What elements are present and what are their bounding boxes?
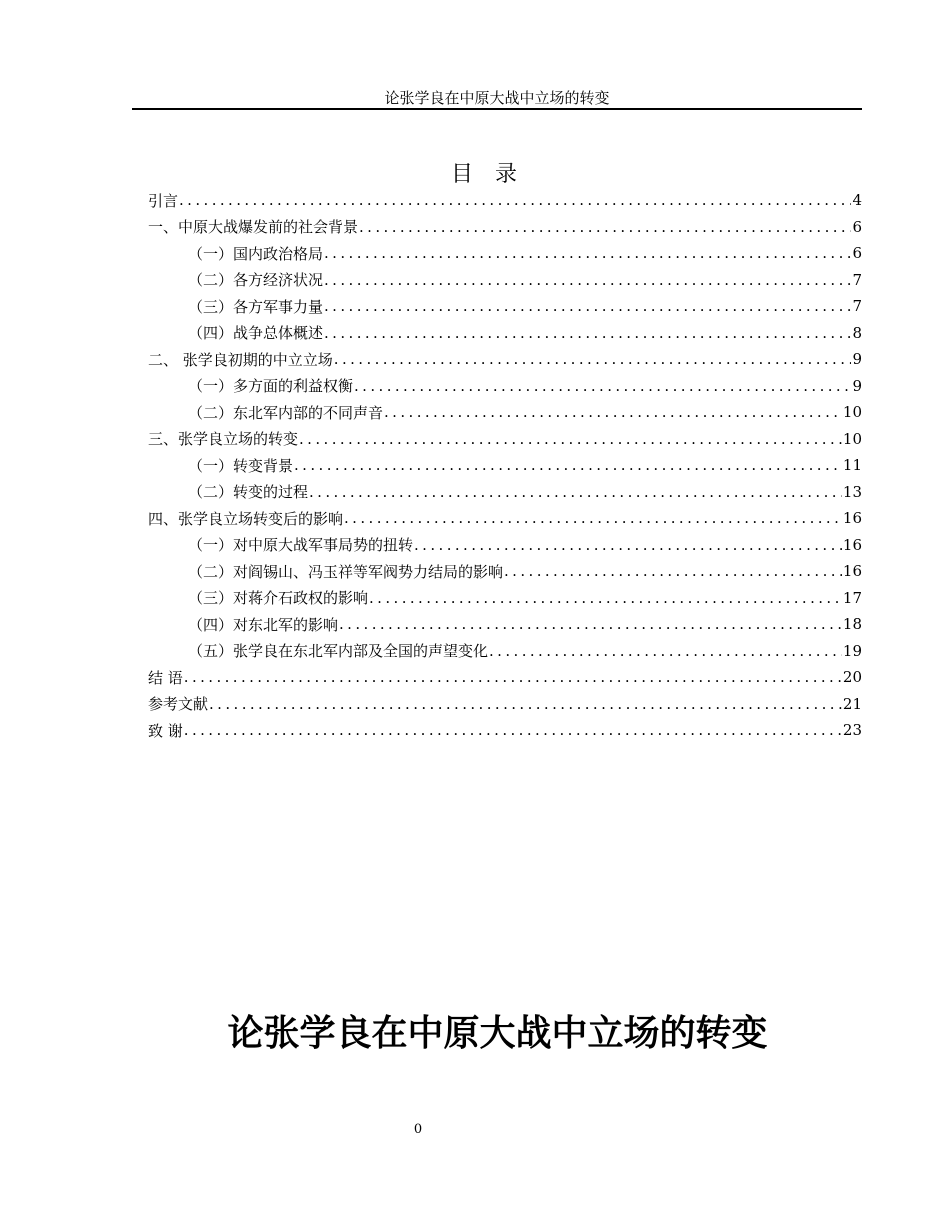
toc-entry[interactable]	[148, 717, 862, 744]
toc-leader-dots	[414, 536, 842, 554]
toc-entry-page: 11	[842, 456, 862, 475]
toc-leader-dots	[324, 324, 851, 342]
toc-entry-page: 4	[852, 191, 862, 210]
toc-entry-page: 23	[842, 721, 862, 740]
toc-leader-dots	[209, 695, 842, 713]
thesis-title: 论张学良在中原大战中立场的转变	[227, 1013, 768, 1054]
toc-entry[interactable]	[148, 452, 862, 479]
toc-entry-label: 结 语	[148, 668, 183, 687]
toc-entry-label: （五）张学良在东北军内部及全国的声望变化	[188, 642, 489, 661]
toc-entry-page: 9	[852, 376, 862, 395]
toc-entry-page: 18	[842, 615, 862, 634]
toc-entry[interactable]	[148, 532, 862, 559]
toc-leader-dots	[339, 615, 842, 633]
toc-entry-label: （一）转变背景	[188, 456, 294, 475]
toc-entry-page: 17	[842, 588, 862, 607]
toc-leader-dots	[504, 562, 842, 580]
toc-entry-label: （二）各方经济状况	[188, 271, 324, 290]
toc-entry[interactable]	[148, 585, 862, 612]
toc-entry-label: 四、张学良立场转变后的影响	[148, 509, 344, 528]
toc-entry-label: （三）对蒋介石政权的影响	[188, 589, 369, 608]
toc-entry-page: 10	[842, 429, 862, 448]
toc-leader-dots	[294, 456, 842, 474]
toc-entry[interactable]	[148, 320, 862, 347]
toc-entry-label: 致 谢	[148, 721, 183, 740]
toc-leader-dots	[299, 430, 842, 448]
toc-entry[interactable]	[148, 214, 862, 241]
toc-entry[interactable]	[148, 638, 862, 665]
toc-entry-page: 9	[852, 350, 862, 369]
toc-leader-dots	[359, 218, 851, 236]
toc-leader-dots	[184, 668, 842, 686]
toc-entry-page: 16	[842, 509, 862, 528]
toc-entry-page: 16	[842, 535, 862, 554]
toc-entry-label: （二）东北军内部的不同声音	[188, 403, 384, 422]
toc-leader-dots	[384, 403, 842, 421]
toc-entry-page: 8	[852, 323, 862, 342]
toc-entry-page: 6	[852, 217, 862, 236]
toc-entry[interactable]	[148, 346, 862, 373]
toc-entry-label: （一）多方面的利益权衡	[188, 377, 354, 396]
toc-entry-label: （四）战争总体概述	[188, 324, 324, 343]
toc-entry-label: 引言	[148, 191, 179, 210]
toc-entry-label: （三）各方军事力量	[188, 297, 324, 316]
toc-entry-label: （一）国内政治格局	[188, 244, 324, 263]
toc-entry-label: （一）对中原大战军事局势的扭转	[188, 536, 414, 555]
toc-entry-page: 21	[842, 694, 862, 713]
toc-entry[interactable]	[148, 558, 862, 585]
toc-leader-dots	[334, 350, 852, 368]
page-number: 0	[413, 1122, 423, 1137]
toc-entry-label: （二）对阎锡山、冯玉祥等军阀势力结局的影响	[188, 562, 504, 581]
toc-entry-page: 13	[842, 482, 862, 501]
toc-entry[interactable]	[148, 479, 862, 506]
toc-leader-dots	[324, 271, 851, 289]
toc-leader-dots	[309, 483, 842, 501]
toc-entry-page: 10	[842, 403, 862, 422]
toc-entry[interactable]	[148, 611, 862, 638]
toc-entry-page: 7	[852, 297, 862, 316]
toc-entry[interactable]	[148, 240, 862, 267]
toc-leader-dots	[489, 642, 842, 660]
toc-leader-dots	[179, 191, 851, 209]
toc-entry[interactable]	[148, 505, 862, 532]
toc-leader-dots	[344, 509, 842, 527]
toc-entry[interactable]	[148, 664, 862, 691]
toc-entry[interactable]	[148, 187, 862, 214]
toc-entry-page: 7	[852, 270, 862, 289]
toc-leader-dots	[369, 589, 842, 607]
toc-leader-dots	[354, 377, 851, 395]
toc-entry-label: 二、 张学良初期的中立立场	[148, 350, 333, 369]
toc-entry-label: 三、张学良立场的转变	[148, 430, 299, 449]
header-rule	[132, 108, 862, 110]
running-header: 论张学良在中原大战中立场的转变	[384, 89, 610, 107]
toc-entry[interactable]	[148, 691, 862, 718]
toc-leader-dots	[184, 721, 842, 739]
toc-entry-label: （四）对东北军的影响	[188, 615, 339, 634]
toc-entry[interactable]	[148, 426, 862, 453]
toc-entry[interactable]	[148, 373, 862, 400]
toc-entry-page: 19	[842, 641, 862, 660]
toc-leader-dots	[324, 244, 851, 262]
toc-entry[interactable]	[148, 293, 862, 320]
toc-entry[interactable]	[148, 399, 862, 426]
table-of-contents	[148, 187, 862, 744]
toc-entry-page: 20	[842, 668, 862, 687]
toc-entry-page: 16	[842, 562, 862, 581]
toc-entry-page: 6	[852, 244, 862, 263]
toc-entry-label: 一、中原大战爆发前的社会背景	[148, 218, 359, 237]
toc-title: 目录	[450, 162, 539, 187]
toc-entry-label: （二）转变的过程	[188, 483, 309, 502]
toc-entry-label: 参考文献	[148, 695, 209, 714]
toc-leader-dots	[324, 297, 851, 315]
toc-entry[interactable]	[148, 267, 862, 294]
